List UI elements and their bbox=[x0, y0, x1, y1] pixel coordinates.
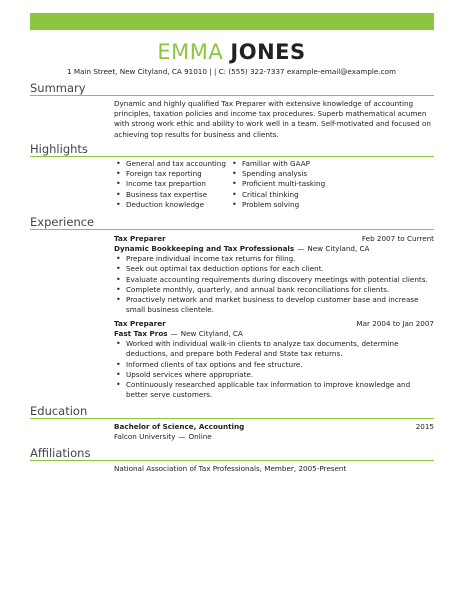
list-item: • Problem solving bbox=[230, 200, 346, 210]
job-dates: Mar 2004 to Jan 2007 bbox=[356, 319, 434, 328]
header-accent-bar bbox=[30, 13, 434, 30]
highlights-column-1 bbox=[114, 159, 230, 210]
section-title-highlights: Highlights bbox=[30, 142, 88, 156]
job-company: Fast Tax Pros bbox=[114, 329, 168, 338]
job-location: New Cityland, CA bbox=[180, 329, 243, 338]
list-item: • General and tax accounting bbox=[114, 159, 230, 169]
list-item: • Upsold services where appropriate. bbox=[114, 370, 434, 380]
list-item: • Familiar with GAAP bbox=[230, 159, 346, 169]
highlights-list bbox=[114, 159, 434, 210]
contact-line: 1 Main Street, New Cityland, CA 91010 | | C: (555) 322-7337 example-email@example.com bbox=[67, 67, 396, 76]
job-company-line bbox=[114, 244, 434, 254]
list-item: • Deduction knowledge bbox=[114, 200, 230, 210]
resume-name bbox=[0, 40, 463, 64]
job-entry bbox=[114, 234, 434, 315]
list-item: • Informed clients of tax options and fee structure. bbox=[114, 360, 434, 370]
affiliations-text: National Association of Tax Professionals, Member, 2005-Present bbox=[114, 464, 347, 473]
job-duties bbox=[114, 339, 434, 400]
separator-dash: — bbox=[297, 244, 305, 253]
last-name: JONES bbox=[230, 40, 306, 64]
job-header bbox=[114, 319, 434, 329]
list-item: • Evaluate accounting requirements during discovery meetings with potential clients. bbox=[114, 275, 434, 285]
job-entry bbox=[114, 319, 434, 400]
section-rule-highlights bbox=[30, 156, 434, 157]
first-name: EMMA bbox=[157, 40, 224, 64]
separator-dash: — bbox=[170, 329, 178, 338]
summary-text: Dynamic and highly qualified Tax Preparer with extensive knowledge of accounting principles, taxation policies and income tax procedures. Superb mathematical acumen with strong work ethic and ability to work well in a team. Self-motivated and focused on achieving top results for business and clients. bbox=[114, 99, 431, 139]
education-entry bbox=[114, 422, 434, 442]
list-item: • Proficient multi-tasking bbox=[230, 179, 346, 189]
highlights-column-2 bbox=[230, 159, 346, 210]
graduation-year: 2015 bbox=[415, 422, 434, 431]
degree: Bachelor of Science, Accounting bbox=[114, 422, 245, 431]
job-header bbox=[114, 234, 434, 244]
section-rule-education bbox=[30, 418, 434, 419]
section-rule-experience bbox=[30, 229, 434, 230]
list-item: • Foreign tax reporting bbox=[114, 169, 230, 179]
school-line bbox=[114, 432, 434, 442]
list-item: • Continuously researched applicable tax information to improve knowledge and better serve customers. bbox=[114, 380, 434, 400]
job-duties bbox=[114, 254, 434, 315]
school-name: Falcon University bbox=[114, 432, 176, 441]
job-company: Dynamic Bookkeeping and Tax Professionals bbox=[114, 244, 295, 253]
section-rule-summary bbox=[30, 95, 434, 96]
job-dates: Feb 2007 to Current bbox=[361, 234, 434, 243]
section-title-education: Education bbox=[30, 404, 88, 418]
list-item: • Business tax expertise bbox=[114, 190, 230, 200]
section-rule-affiliations bbox=[30, 460, 434, 461]
job-title: Tax Preparer bbox=[114, 319, 166, 328]
list-item: • Seek out optimal tax deduction options for each client. bbox=[114, 264, 434, 274]
list-item: • Complete monthly, quarterly, and annual bank reconciliations for clients. bbox=[114, 285, 434, 295]
list-item: • Prepare individual income tax returns for filing. bbox=[114, 254, 434, 264]
separator-dash: — bbox=[178, 432, 186, 441]
section-title-affiliations: Affiliations bbox=[30, 446, 91, 460]
section-title-experience: Experience bbox=[30, 215, 95, 229]
section-title-summary: Summary bbox=[30, 81, 86, 95]
job-company-line bbox=[114, 329, 434, 339]
job-location: New Cityland, CA bbox=[307, 244, 370, 253]
list-item: • Critical thinking bbox=[230, 190, 346, 200]
job-title: Tax Preparer bbox=[114, 234, 166, 243]
school-location: Online bbox=[188, 432, 212, 441]
list-item: • Worked with individual walk-in clients to analyze tax documents, determine deductions, and prepare both Federal and State tax returns. bbox=[114, 339, 434, 359]
list-item: • Proactively network and market business to develop customer base and increase small business clientele. bbox=[114, 295, 434, 315]
list-item: • Spending analysis bbox=[230, 169, 346, 179]
list-item: • Income tax prepartion bbox=[114, 179, 230, 189]
education-header bbox=[114, 422, 434, 432]
